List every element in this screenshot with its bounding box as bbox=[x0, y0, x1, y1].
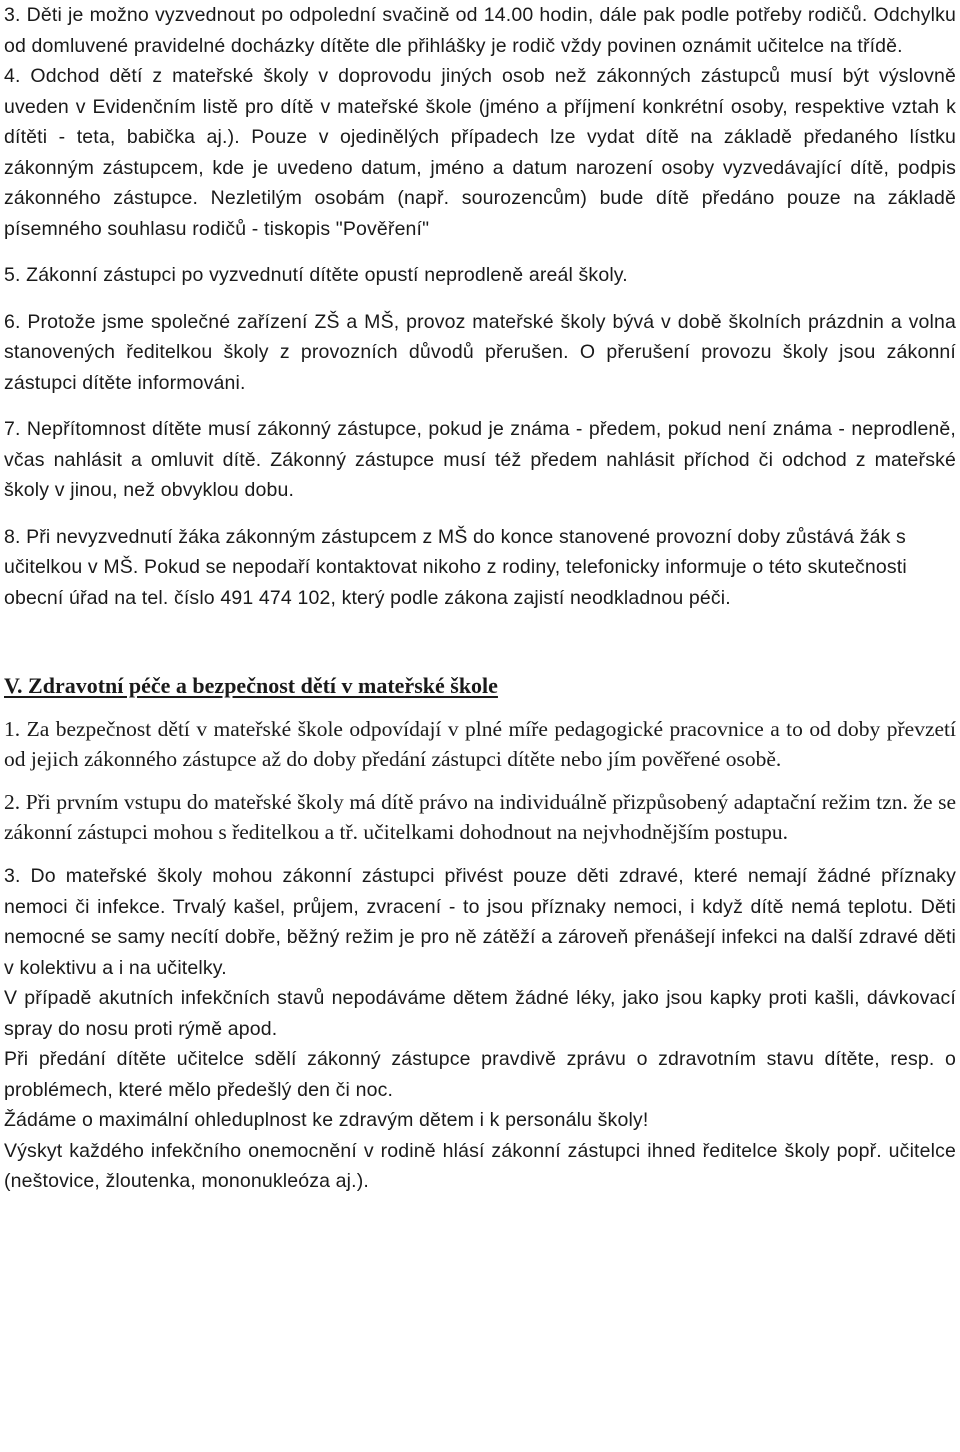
section-v-paragraph-1: 1. Za bezpečnost dětí v mateřské škole odpovídají v plné míře pedagogické pracovnice a to od doby převzetí od jejich zákonného zástupce až do doby předání zástupci dítěte nebo jím pověřené osobě. bbox=[4, 717, 956, 771]
paragraph-3: 3. Děti je možno vyzvednout po odpolední svačině od 14.00 hodin, dále pak podle potřeby rodičů. Odchylku od domluvené pravidelné docházky dítěte dle přihlášky je rodič vždy povinen oznámit učitelce na třídě. bbox=[4, 4, 956, 57]
paragraph-7: 7. Nepřítomnost dítěte musí zákonný zástupce, pokud je známa - předem, pokud není známa - neprodleně, včas nahlásit a omluvit dítě. Zákonný zástupce musí též předem nahlásit příchod či odchod z mateřské školy v jinou, než obvyklou dobu. bbox=[4, 418, 956, 501]
section-v-paragraph-3-health-report: Při předání dítěte učitelce sdělí zákonný zástupce pravdivě zprávu o zdravotním stavu dítěte, resp. o problémech, které mělo předešlý den či noc. bbox=[4, 1048, 956, 1101]
section-v-heading: V. Zdravotní péče a bezpečnost dětí v mateřské škole bbox=[4, 673, 498, 698]
paragraph-5: 5. Zákonní zástupci po vyzvednutí dítěte opustí neprodleně areál školy. bbox=[4, 264, 628, 286]
section-v-paragraph-3-request: Žádáme o maximální ohleduplnost ke zdravým dětem i k personálu školy! bbox=[4, 1109, 649, 1131]
document-page bbox=[4, 0, 956, 1197]
section-v-paragraph-3: 3. Do mateřské školy mohou zákonní zástupci přivést pouze děti zdravé, které nemají žádné příznaky nemoci či infekce. Trvalý kašel, průjem, zvracení - to jsou příznaky nemoci, i když dítě nemá teplotu. Děti nemocné se samy necítí dobře, běžný režim je pro ně zátěží a zároveň přenášejí infekci na další zdravé děti v kolektivu a i na učitelky. bbox=[4, 865, 956, 979]
section-v-paragraph-3-medication: V případě akutních infekčních stavů nepodáváme dětem žádné léky, jako jsou kapky proti kašli, dávkovací spray do nosu proti rýmě apod. bbox=[4, 987, 956, 1040]
section-v-paragraph-2: 2. Při prvním vstupu do mateřské školy má dítě právo na individuálně přizpůsobený adaptační režim tzn. že se zákonní zástupci mohou s ředitelkou a tř. učitelkami dohodnout na nejvhodnějším postupu. bbox=[4, 790, 956, 844]
paragraph-8: 8. Při nevyzvednutí žáka zákonným zástupcem z MŠ do konce stanovené provozní doby zůstává žák s učitelkou v MŠ. Pokud se nepodaří kontaktovat nikoho z rodiny, telefonicky informuje o této skutečnosti obecní úřad na tel. číslo 491 474 102, který podle zákona zajistí neodkladnou péči. bbox=[4, 525, 907, 609]
section-v-paragraph-3-infection: Výskyt každého infekčního onemocnění v rodině hlásí zákonní zástupci ihned ředitelce školy popř. učitelce (neštovice, žloutenka, mononukleóza aj.). bbox=[4, 1139, 956, 1192]
paragraph-6: 6. Protože jsme společné zařízení ZŠ a MŠ, provoz mateřské školy bývá v době školních prázdnin a volna stanovených ředitelkou školy z provozních důvodů přerušen. O přerušení provozu školy jsou zákonní zástupci dítěte informováni. bbox=[4, 310, 956, 394]
paragraph-4: 4. Odchod dětí z mateřské školy v doprovodu jiných osob než zákonných zástupců musí být výslovně uveden v Evidenčním listě pro dítě v mateřské škole (jméno a příjmení konkrétní osoby, respektive vztah k dítěti - teta, babička aj.). Pouze v ojedinělých případech lze vydat dítě na základě předaného lístku zákonným zástupcem, kde je uvedeno datum, jméno a datum narození osoby vyzvedávající dítě, podpis zákonného zástupce. Nezletilým osobám (např. sourozencům) bude dítě předáno pouze na základě písemného souhlasu rodičů - tiskopis "Pověření" bbox=[4, 65, 956, 240]
